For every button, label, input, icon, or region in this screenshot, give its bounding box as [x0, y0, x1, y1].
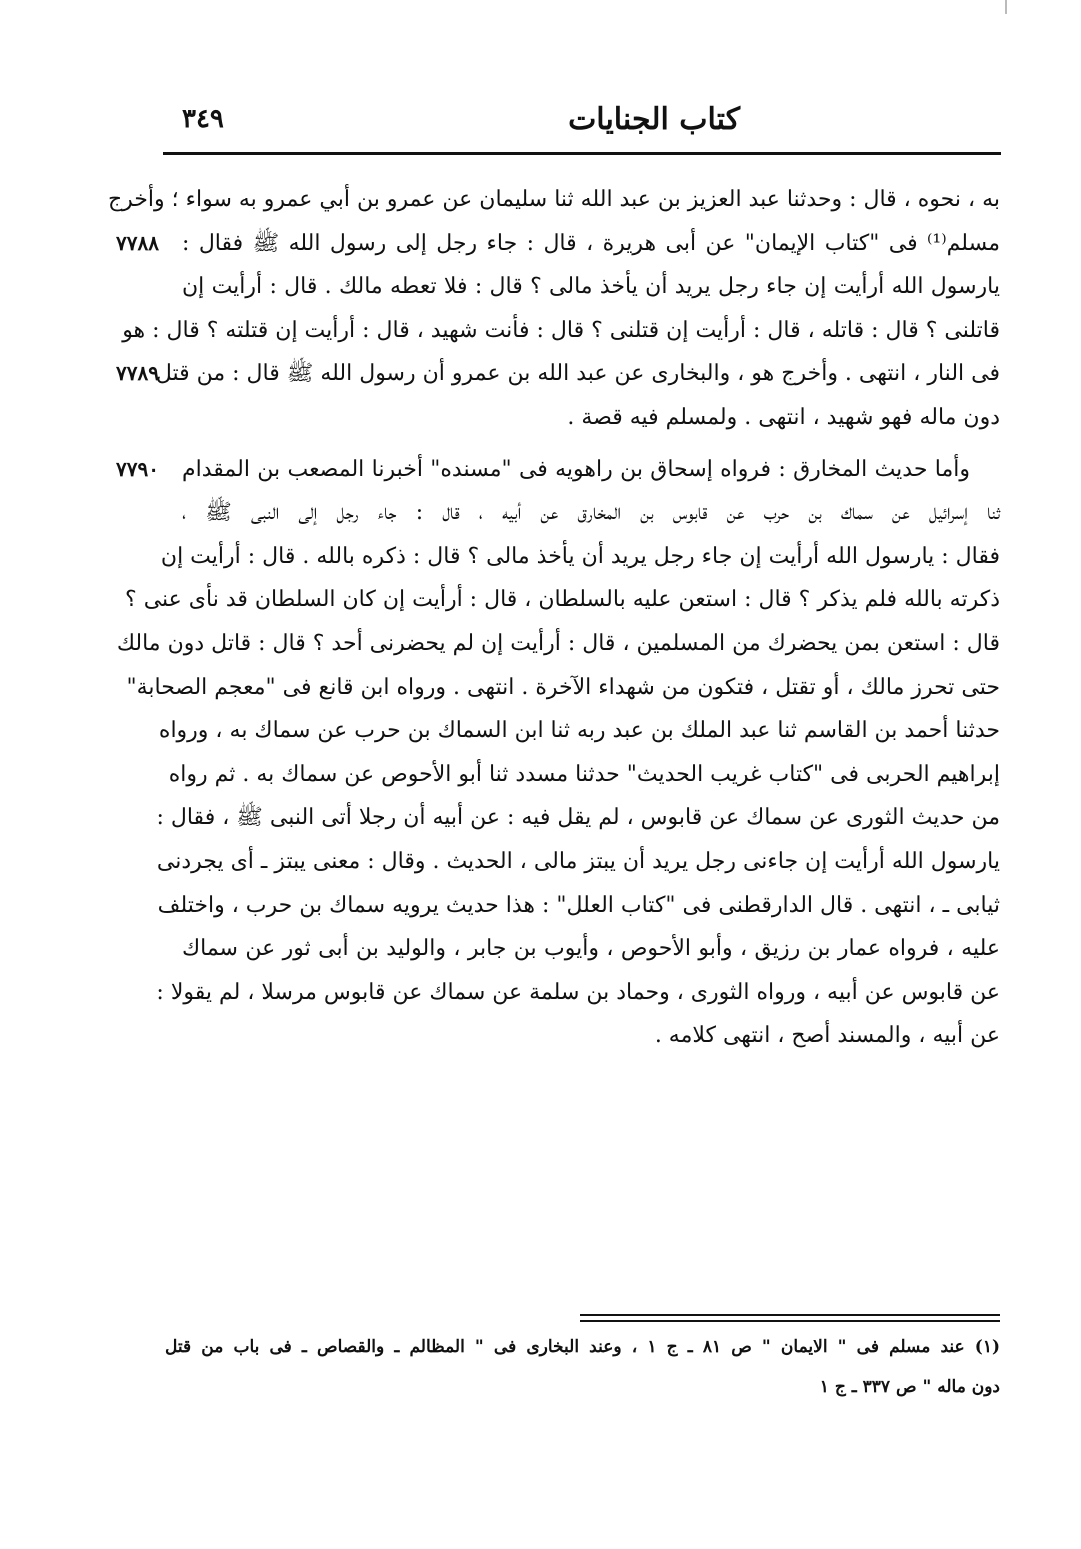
text-line [125, 578, 1000, 622]
text-line [150, 265, 1000, 309]
line-text: ثيابى ـ ، انتهى . قال الدارقطنى فى "كتاب العلل" : هذا حديث يرويه سماك بن حرب ، واختلف [157, 892, 1000, 918]
text-line [150, 884, 1000, 928]
line-text: قاتلنى ؟ قال : قاتله ، قال : أرأيت إن قتلنى ؟ قال : فأنت شهيد ، قال : أرأيت إن قتلته ؟ قال : هو [122, 317, 1000, 343]
line-text: ثنا إسرائيل عن سماك بن حرب عن قابوس بن المخارق عن أبيه ، قال : جاء رجل إلى النبى ﷺ ، [182, 500, 1000, 526]
text-line [150, 796, 1000, 840]
line-text: من حديث الثورى عن سماك عن قابوس ، لم يقل فيه : عن أبيه أن رجلا أتى النبى ﷺ ، فقال : [156, 805, 1000, 831]
line-text: به ، نحوه ، قال : وحدثنا عبد العزيز بن عبد الله ثنا سليمان عن عمرو بن أبي عمرو به سواء ؛ وأخرج [107, 187, 1000, 212]
line-text: ذكرته بالله فلم يذكر ؟ قال : استعن عليه بالسلطان ، قال : أرأيت إن كان السلطان قد نأى عنى ؟ [125, 587, 1000, 613]
text-line [122, 309, 1000, 353]
footnotes [165, 1327, 1000, 1407]
line-text: عليه ، فرواه عمار بن رزيق ، وأبو الأحوص ، وأيوب بن جابر ، والوليد بن أبى ثور عن سماك [182, 936, 1000, 962]
text-line [126, 666, 1000, 710]
line-text: قال : استعن بمن يحضرك من المسلمين ، قال : أرأيت إن لم يحضرنى أحد ؟ قال : قاتل دون مالك [116, 630, 1000, 656]
footnote-line: دون ماله " ص ٣٣٧ ـ ج ١ [819, 1377, 1000, 1397]
hadith-number: ٧٧٩٠ [116, 456, 159, 481]
footnote-separator-second [580, 1320, 1000, 1322]
hadith-number: ٧٧٨٩ [116, 361, 159, 386]
text-line [150, 1014, 1000, 1058]
text-line [116, 222, 1000, 266]
text-line [150, 535, 1000, 579]
header-title: كتاب الجنايات [568, 102, 740, 137]
running-header [170, 100, 1000, 148]
scan-mark [1005, 0, 1007, 14]
hadith-number: ٧٧٨٨ [116, 230, 159, 255]
line-text: وأما حديث المخارق : فرواه إسحاق بن راهويه فى "مسنده" أخبرنا المصعب بن المقدام [182, 456, 970, 482]
text-line [150, 491, 1000, 535]
text-line [150, 396, 1000, 440]
page-number: ٣٤٩ [182, 104, 224, 134]
line-text: مسلم⁽¹⁾ فى "كتاب الإيمان" عن أبى هريرة ، قال : جاء رجل إلى رسول الله ﷺ فقال : [182, 230, 1000, 256]
paragraph-gap [150, 440, 1000, 448]
text-line [116, 448, 1000, 492]
line-text: دون ماله فهو شهيد ، انتهى . ولمسلم فيه قصة . [567, 404, 1000, 430]
line-text: فقال : يارسول الله أرأيت إن جاء رجل يريد أن يأخذ مالى ؟ قال : ذكره بالله . قال : أرأيت إن [160, 543, 1000, 569]
footnote-line: (١) عند مسلم فى " الايمان " ص ٨١ ـ ج ١ ، وعند البخارى فى " المظالم ـ والقصاص ـ فى باب من قتل [165, 1337, 1001, 1357]
text-line [150, 840, 1000, 884]
text-line [150, 753, 1000, 797]
line-text: حتى تحرز مالك ، أو تقتل ، فتكون من شهداء الآخرة . انتهى . ورواه ابن قانع فى "معجم الصحابة" [126, 674, 1000, 700]
text-line [107, 178, 1000, 222]
text-line [150, 971, 1000, 1015]
text-line [150, 927, 1000, 971]
line-text: عن أبيه ، والمسند أصح ، انتهى كلامه . [654, 1023, 1000, 1049]
line-text: إبراهيم الحربى فى "كتاب غريب الحديث" حدثنا مسدد ثنا أبو الأحوص عن سماك به . ثم رواه [168, 761, 1000, 787]
line-text: حدثنا أحمد بن القاسم ثنا عبد الملك بن عبد ربه ثنا ابن السماك بن حرب عن سماك به ، ورواه [158, 718, 1000, 744]
line-text: يارسول الله أرأيت إن جاءنى رجل يريد أن يبتز مالى ، الحديث . وقال : معنى يبتز ـ أى يجردنى [156, 848, 1000, 874]
line-text: يارسول الله أرأيت إن جاء رجل يريد أن يأخذ مالى ؟ قال : فلا تعطه مالك . قال : أرأيت إن [182, 274, 1000, 300]
text-line [116, 622, 1000, 666]
text-line [150, 709, 1000, 753]
header-rule [163, 152, 1001, 155]
text-line [116, 352, 1000, 396]
line-text: فى النار ، انتهى . وأخرج هو ، والبخارى عن عبد الله بن عمرو أن رسول الله ﷺ قال : من قتل [155, 361, 1000, 387]
line-text: عن قابوس عن أبيه ، ورواه الثورى ، وحماد بن سلمة عن سماك عن قابوس مرسلا ، لم يقولا : [156, 979, 1000, 1005]
footnote-separator [580, 1314, 1000, 1316]
main-text [107, 178, 1000, 1058]
